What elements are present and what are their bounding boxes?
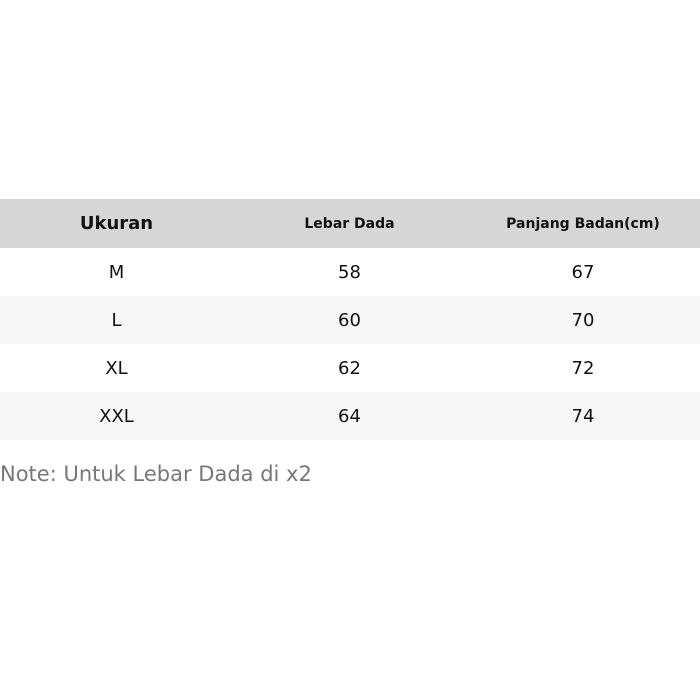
header-body-length: Panjang Badan(cm) <box>466 199 700 248</box>
cell-body-length: 74 <box>466 392 700 440</box>
cell-body-length: 72 <box>466 344 700 392</box>
cell-chest-width: 64 <box>233 392 466 440</box>
table-row <box>0 392 700 440</box>
cell-size: L <box>0 296 233 344</box>
cell-chest-width: 60 <box>233 296 466 344</box>
cell-body-length: 70 <box>466 296 700 344</box>
size-table <box>0 199 700 440</box>
table-row <box>0 296 700 344</box>
cell-chest-width: 58 <box>233 248 466 296</box>
header-size: Ukuran <box>0 199 233 248</box>
table-header-row <box>0 199 700 248</box>
table-row <box>0 344 700 392</box>
cell-body-length: 67 <box>466 248 700 296</box>
cell-size: M <box>0 248 233 296</box>
cell-size: XXL <box>0 392 233 440</box>
table-row <box>0 248 700 296</box>
size-note: Note: Untuk Lebar Dada di x2 <box>0 462 312 486</box>
cell-size: XL <box>0 344 233 392</box>
header-chest-width: Lebar Dada <box>233 199 466 248</box>
cell-chest-width: 62 <box>233 344 466 392</box>
